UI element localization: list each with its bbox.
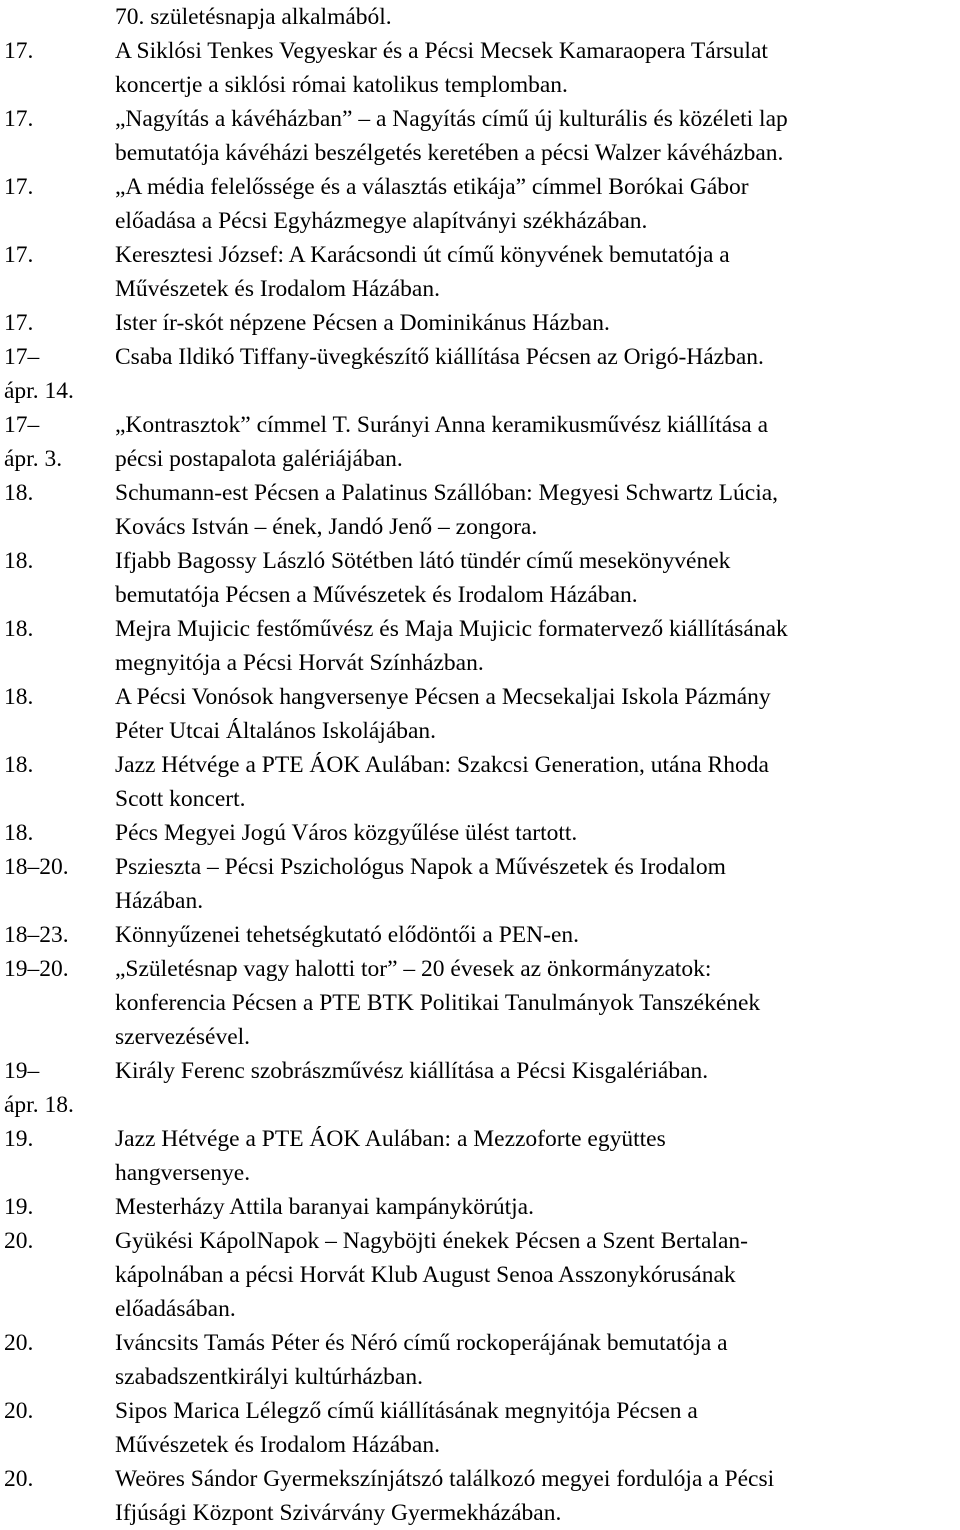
event-description: „Nagyítás a kávéházban” – a Nagyítás című új kulturális és közéleti lap bemutatója kávéházi beszélgetés keretében a pécsi Walzer kávéházban. (115, 106, 788, 166)
event-entry (0, 680, 960, 748)
event-entry (0, 170, 960, 238)
event-entry (0, 1122, 960, 1190)
event-description: 70. születésnapja alkalmából. (115, 4, 392, 30)
event-date: 17. (4, 174, 34, 200)
event-date: 19. (4, 1194, 34, 1220)
event-entry (0, 748, 960, 816)
event-entry (0, 1190, 960, 1224)
event-date: 19. (4, 1126, 34, 1152)
event-description: „Születésnap vagy halotti tor” – 20 évesek az önkormányzatok: konferencia Pécsen a PTE BTK Politikai Tanulmányok Tanszékének szervezésével. (115, 956, 761, 1050)
event-description: Csaba Ildikó Tiffany-üvegkészítő kiállítása Pécsen az Origó-Házban. (115, 344, 764, 370)
event-entry (0, 306, 960, 340)
event-date: 17. (4, 106, 34, 132)
event-entry (0, 918, 960, 952)
event-description: Sipos Marica Lélegző című kiállításának megnyitója Pécsen a Művészetek és Irodalom Házában. (115, 1398, 698, 1458)
event-description: Keresztesi József: A Karácsondi út című könyvének bemutatója a Művészetek és Irodalom Házában. (115, 242, 730, 302)
event-date: 20. (4, 1228, 34, 1254)
event-description: Mejra Mujicic festőművész és Maja Mujicic formatervező kiállításának megnyitója a Pécsi Horvát Színházban. (115, 616, 788, 676)
event-description: Mesterházy Attila baranyai kampánykörútja. (115, 1194, 534, 1220)
event-description: „A média felelőssége és a választás etikája” címmel Borókai Gábor előadása a Pécsi Egyházmegye alapítványi székházában. (115, 174, 749, 234)
event-description: Weöres Sándor Gyermekszínjátszó találkozó megyei fordulója a Pécsi Ifjúsági Központ Szivárvány Gyermekházában. (115, 1466, 775, 1526)
event-description: Jazz Hétvége a PTE ÁOK Aulában: a Mezzoforte együttes hangversenye. (115, 1126, 666, 1186)
event-date: 17– ápr. 3. (4, 412, 63, 472)
event-description: „Kontrasztok” címmel T. Surányi Anna keramikusművész kiállítása a pécsi postapalota galériájában. (115, 412, 769, 472)
event-date: 18. (4, 684, 34, 710)
event-description: Schumann-est Pécsen a Palatinus Szállóban: Megyesi Schwartz Lúcia, Kovács István – ének, Jandó Jenő – zongora. (115, 480, 779, 540)
event-date: 17– ápr. 14. (4, 344, 74, 404)
event-entry (0, 1326, 960, 1394)
event-date: 20. (4, 1398, 34, 1424)
event-date: 18. (4, 480, 34, 506)
event-description: A Pécsi Vonósok hangversenye Pécsen a Mecsekaljai Iskola Pázmány Péter Utcai Általános Iskolájában. (115, 684, 771, 744)
event-date: 17. (4, 310, 34, 336)
event-description: Király Ferenc szobrászművész kiállítása a Pécsi Kisgalériában. (115, 1058, 709, 1084)
event-date: 18. (4, 752, 34, 778)
event-date: 17. (4, 242, 34, 268)
event-description: Gyükési KápolNapok – Nagyböjti énekek Pécsen a Szent Bertalan- kápolnában a pécsi Horvát Klub August Senoa Asszonykórusának előadásában. (115, 1228, 749, 1322)
event-description: Ifjabb Bagossy László Sötétben látó tündér című mesekönyvének bemutatója Pécsen a Művészetek és Irodalom Házában. (115, 548, 731, 608)
event-date: 19–20. (4, 956, 69, 982)
event-date: 18–23. (4, 922, 69, 948)
event-date: 20. (4, 1330, 34, 1356)
event-entry (0, 1394, 960, 1462)
event-entry (0, 544, 960, 612)
event-description: Pszieszta – Pécsi Pszichológus Napok a Művészetek és Irodalom Házában. (115, 854, 726, 914)
event-entry (0, 850, 960, 918)
event-entry (0, 952, 960, 1054)
event-entry (0, 408, 960, 476)
event-description: A Siklósi Tenkes Vegyeskar és a Pécsi Mecsek Kamaraopera Társulat koncertje a siklósi római katolikus templomban. (115, 38, 768, 98)
event-entry (0, 340, 960, 408)
event-date: 17. (4, 38, 34, 64)
event-entry (0, 0, 960, 34)
event-date: 18. (4, 616, 34, 642)
event-description: Jazz Hétvége a PTE ÁOK Aulában: Szakcsi Generation, utána Rhoda Scott koncert. (115, 752, 769, 812)
event-entry (0, 1224, 960, 1326)
event-entry (0, 102, 960, 170)
event-entry (0, 1462, 960, 1530)
event-description: Ister ír-skót népzene Pécsen a Dominikánus Házban. (115, 310, 610, 336)
event-date: 18–20. (4, 854, 69, 880)
event-entry (0, 1054, 960, 1122)
event-date: 18. (4, 820, 34, 846)
event-description: Könnyűzenei tehetségkutató elődöntői a PEN-en. (115, 922, 579, 948)
event-entry (0, 238, 960, 306)
event-entry (0, 612, 960, 680)
event-date: 19– ápr. 18. (4, 1058, 74, 1118)
event-description: Iváncsits Tamás Péter és Néró című rockoperájának bemutatója a szabadszentkirályi kultúrházban. (115, 1330, 728, 1390)
event-entry (0, 816, 960, 850)
event-entry (0, 34, 960, 102)
event-date: 18. (4, 548, 34, 574)
event-entry (0, 476, 960, 544)
event-description: Pécs Megyei Jogú Város közgyűlése ülést tartott. (115, 820, 578, 846)
event-date: 20. (4, 1466, 34, 1492)
